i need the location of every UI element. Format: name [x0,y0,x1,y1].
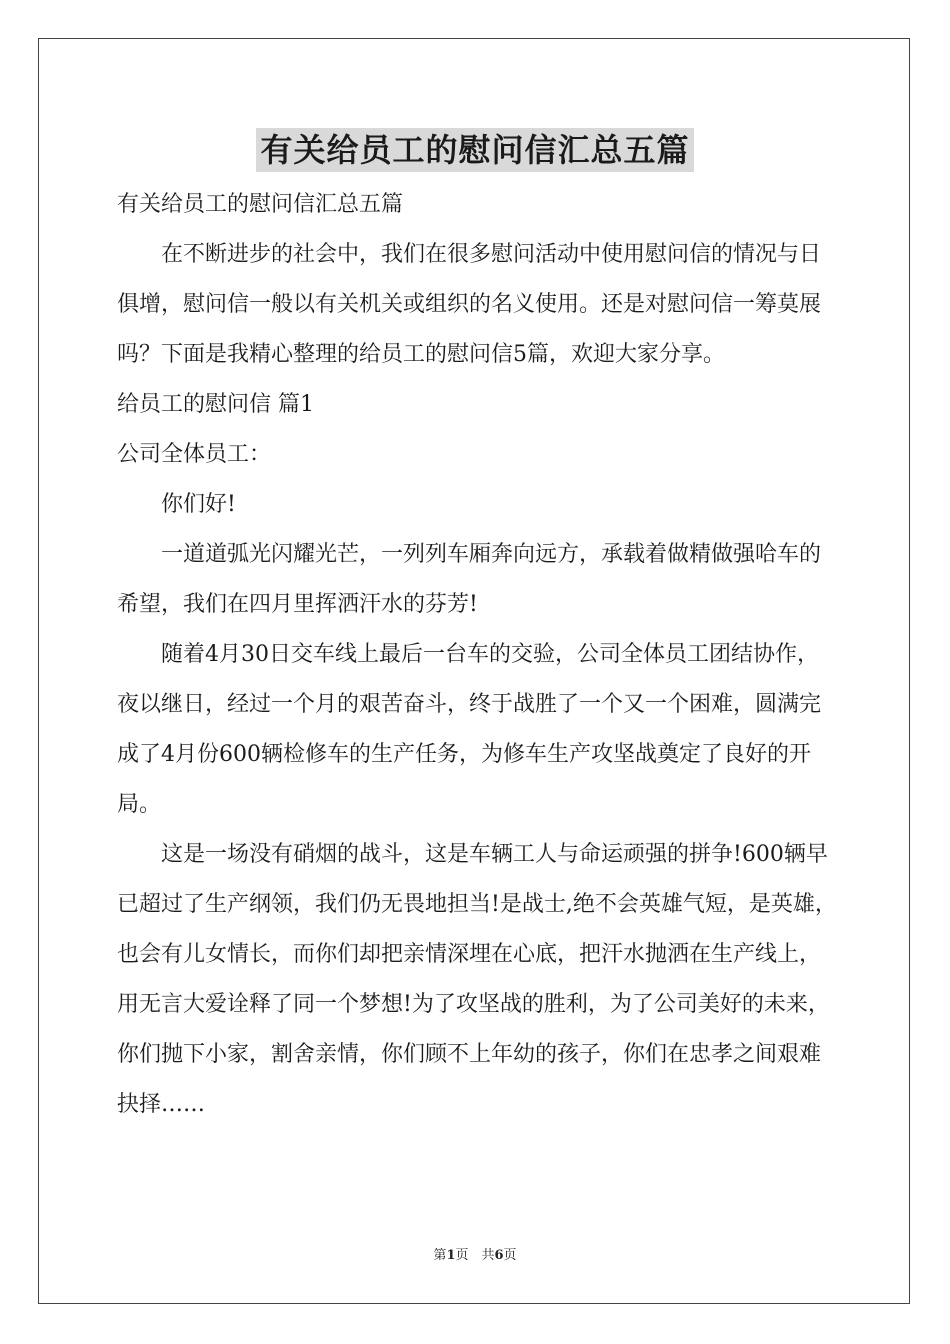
page-mid: 页 共 [455,1248,495,1263]
section-heading: 给员工的慰问信 篇1 [117,392,314,417]
greeting: 你们好! [161,492,236,517]
paragraph: 这是一场没有硝烟的战斗，这是车辆工人与命运顽强的拼争!600辆早已超过了生产纲领，我们仍无畏地担当!是战士,绝不会英雄气短，是英雄，也会有儿女情长，而你们却把亲情深埋在心底，把汗水抛洒在生产线上，用无言大爱诠释了同一个梦想!为了攻坚战的胜利，为了公司美好的未来，你们抛下小家，割舍亲情，你们顾不上年幼的孩子，你们在忠孝之间艰难抉择…… [117,842,837,1117]
page-prefix: 第 [433,1248,447,1263]
paragraph: 有关给员工的慰问信汇总五篇 [117,192,404,217]
current-page-number: 1 [446,1248,456,1263]
document-body [117,180,837,1130]
document-title: 有关给员工的慰问信汇总五篇 [256,128,693,172]
title-container [0,128,950,172]
salutation: 公司全体员工： [117,442,272,467]
paragraph: 一道道弧光闪耀光芒，一列列车厢奔向远方，承载着做精做强哈车的希望，我们在四月里挥洒汗水的芬芳! [117,542,822,617]
paragraph: 随着4月30日交车线上最后一台车的交验，公司全体员工团结协作，夜以继日，经过一个月的艰苦奋斗，终于战胜了一个又一个困难，圆满完成了4月份600辆检修车的生产任务，为修车生产攻坚战奠定了良好的开局。 [117,642,822,817]
total-page-number: 6 [494,1248,504,1263]
page-footer [0,1244,950,1263]
page-suffix: 页 [503,1248,517,1263]
paragraph: 在不断进步的社会中，我们在很多慰问活动中使用慰问信的情况与日俱增，慰问信一般以有关机关或组织的名义使用。还是对慰问信一筹莫展吗？下面是我精心整理的给员工的慰问信5篇，欢迎大家分享。 [117,242,822,367]
